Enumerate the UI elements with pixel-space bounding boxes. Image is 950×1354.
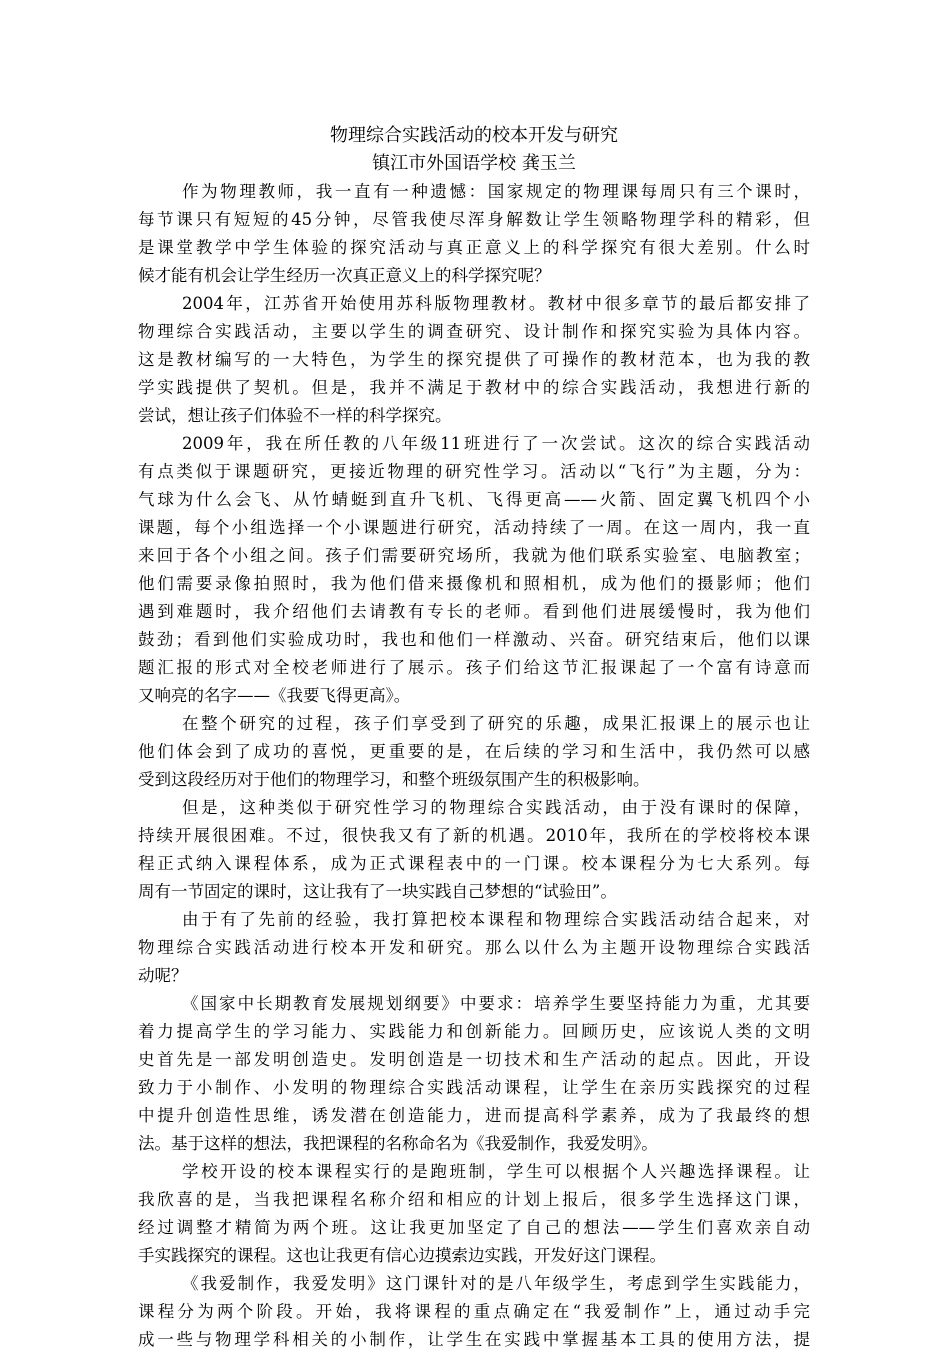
text-line: 动呢？ bbox=[138, 966, 188, 985]
text-line: 课题，每个小组选择一个小课题进行研究，活动持续了一周。在这一周内，我一直 bbox=[138, 518, 810, 537]
text-line: 史首先是一部发明创造史。发明创造是一切技术和生产活动的起点。因此，开设 bbox=[138, 1050, 810, 1069]
document-page bbox=[138, 122, 810, 1354]
text-line: 每节课只有短短的45分钟，尽管我使尽浑身解数让学生领略物理学科的精彩，但 bbox=[138, 210, 810, 229]
text-line: 来回于各个小组之间。孩子们需要研究场所，我就为他们联系实验室、电脑教室； bbox=[138, 546, 810, 565]
document-author: 镇江市外国语学校 龚玉兰 bbox=[372, 153, 576, 174]
text-line: 在整个研究的过程，孩子们享受到了研究的乐趣，成果汇报课上的展示也让 bbox=[182, 714, 810, 733]
paragraph bbox=[138, 990, 810, 1158]
text-line: 遇到难题时，我介绍他们去请教有专长的老师。看到他们进展缓慢时，我为他们 bbox=[138, 602, 810, 621]
text-line: 他们体会到了成功的喜悦，更重要的是，在后续的学习和生活中，我仍然可以感 bbox=[138, 742, 810, 761]
paragraph bbox=[138, 1270, 810, 1354]
paragraph bbox=[138, 906, 810, 990]
text-line: 2009年，我在所任教的八年级11班进行了一次尝试。这次的综合实践活动 bbox=[182, 434, 810, 453]
text-line: 鼓劲；看到他们实验成功时，我也和他们一样激动、兴奋。研究结束后，他们以课 bbox=[138, 630, 810, 649]
text-line: 是课堂教学中学生体验的探究活动与真正意义上的科学探究有很大差别。什么时 bbox=[138, 238, 810, 257]
text-line: 程正式纳入课程体系，成为正式课程表中的一门课。校本课程分为七大系列。每 bbox=[138, 854, 810, 873]
text-line: 尝试，想让孩子们体验不一样的科学探究。 bbox=[138, 406, 452, 425]
text-line: 气球为什么会飞、从竹蜻蜓到直升飞机、飞得更高——火箭、固定翼飞机四个小 bbox=[138, 490, 810, 509]
text-line: 学实践提供了契机。但是，我并不满足于教材中的综合实践活动，我想进行新的 bbox=[138, 378, 810, 397]
text-line: 手实践探究的课程。这也让我更有信心边摸索边实践，开发好这门课程。 bbox=[138, 1246, 666, 1265]
document-body bbox=[138, 178, 810, 1354]
text-line: 受到这段经历对于他们的物理学习，和整个班级氛围产生的积极影响。 bbox=[138, 770, 650, 789]
text-line: 《我爱制作，我爱发明》这门课针对的是八年级学生，考虑到学生实践能力， bbox=[182, 1274, 810, 1293]
text-line: 课程分为两个阶段。开始，我将课程的重点确定在“我爱制作”上，通过动手完 bbox=[138, 1302, 810, 1321]
text-line: 着力提高学生的学习能力、实践能力和创新能力。回顾历史，应该说人类的文明 bbox=[138, 1022, 810, 1041]
paragraph bbox=[138, 1158, 810, 1270]
paragraph bbox=[138, 430, 810, 710]
text-line: 致力于小制作、小发明的物理综合实践活动课程，让学生在亲历实践探究的过程 bbox=[138, 1078, 810, 1097]
text-line: 作为物理教师，我一直有一种遗憾：国家规定的物理课每周只有三个课时， bbox=[182, 182, 810, 201]
text-line: 由于有了先前的经验，我打算把校本课程和物理综合实践活动结合起来，对 bbox=[182, 910, 810, 929]
text-line: 这是教材编写的一大特色，为学生的探究提供了可操作的教材范本，也为我的教 bbox=[138, 350, 810, 369]
text-line: 我欣喜的是，当我把课程名称介绍和相应的计划上报后，很多学生选择这门课， bbox=[138, 1190, 810, 1209]
text-line: 题汇报的形式对全校老师进行了展示。孩子们给这节汇报课起了一个富有诗意而 bbox=[138, 658, 810, 677]
text-line: 物理综合实践活动进行校本开发和研究。那么以什么为主题开设物理综合实践活 bbox=[138, 938, 810, 957]
text-line: 持续开展很困难。不过，很快我又有了新的机遇。2010年，我所在的学校将校本课 bbox=[138, 826, 810, 845]
text-line: 候才能有机会让学生经历一次真正意义上的科学探究呢？ bbox=[138, 266, 551, 285]
text-line: 2004年，江苏省开始使用苏科版物理教材。教材中很多章节的最后都安排了 bbox=[182, 294, 810, 313]
text-line: 有点类似于课题研究，更接近物理的研究性学习。活动以“飞行”为主题，分为： bbox=[138, 462, 810, 481]
text-line: 中提升创造性思维，诱发潜在创造能力，进而提高科学素养，成为了我最终的想 bbox=[138, 1106, 810, 1125]
text-line: 物理综合实践活动，主要以学生的调查研究、设计制作和探究实验为具体内容。 bbox=[138, 322, 810, 341]
document-title: 物理综合实践活动的校本开发与研究 bbox=[330, 125, 618, 146]
text-line: 经过调整才精简为两个班。这让我更加坚定了自己的想法——学生们喜欢亲自动 bbox=[138, 1218, 810, 1237]
text-line: 成一些与物理学科相关的小制作，让学生在实践中掌握基本工具的使用方法，提 bbox=[138, 1330, 810, 1349]
text-line: 周有一节固定的课时，这让我有了一块实践自己梦想的“试验田”。 bbox=[138, 882, 617, 901]
text-line: 学校开设的校本课程实行的是跑班制，学生可以根据个人兴趣选择课程。让 bbox=[182, 1162, 810, 1181]
paragraph bbox=[138, 178, 810, 290]
text-line: 《国家中长期教育发展规划纲要》中要求：培养学生要坚持能力为重，尤其要 bbox=[182, 994, 810, 1013]
text-line: 但是，这种类似于研究性学习的物理综合实践活动，由于没有课时的保障， bbox=[182, 798, 810, 817]
text-line: 又响亮的名字——《我要飞得更高》。 bbox=[138, 686, 411, 705]
text-line: 法。基于这样的想法，我把课程的名称命名为《我爱制作，我爱发明》。 bbox=[138, 1134, 658, 1153]
paragraph bbox=[138, 710, 810, 794]
paragraph bbox=[138, 794, 810, 906]
text-line: 他们需要录像拍照时，我为他们借来摄像机和照相机，成为他们的摄影师；他们 bbox=[138, 574, 810, 593]
paragraph bbox=[138, 290, 810, 430]
